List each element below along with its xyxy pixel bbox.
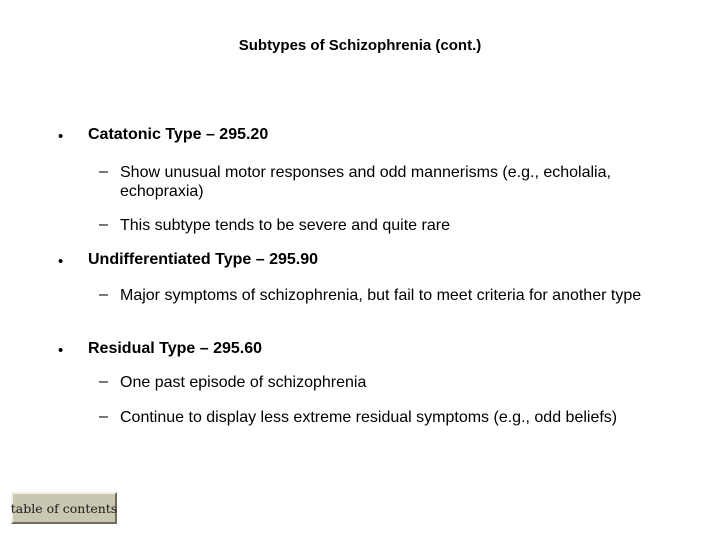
slide-title: Subtypes of Schizophrenia (cont.) [238,37,482,54]
dash-marker: – [99,216,108,233]
table-of-contents-label: table of contents [10,500,118,516]
sub-item: One past episode of schizophrenia [120,374,367,391]
bullet-marker: • [58,342,64,359]
dash-marker: – [99,408,108,425]
sub-item: This subtype tends to be severe and quite rare [120,217,450,234]
dash-marker: – [99,286,108,303]
section-heading-residual: Residual Type – 295.60 [88,340,263,357]
sub-item: Show unusual motor responses and odd mannerisms (e.g., echolalia, echopraxia) [120,164,611,200]
bullet-marker: • [58,128,64,145]
sub-item: Continue to display less extreme residual symptoms (e.g., odd beliefs) [120,409,618,426]
dash-marker: – [99,163,108,180]
table-of-contents-button[interactable] [11,492,117,524]
section-heading-catatonic: Catatonic Type – 295.20 [88,126,269,143]
bullet-marker: • [58,253,64,270]
section-heading-undifferentiated: Undifferentiated Type – 295.90 [88,251,318,268]
sub-item: Major symptoms of schizophrenia, but fail to meet criteria for another type [120,287,642,304]
dash-marker: – [99,373,108,390]
